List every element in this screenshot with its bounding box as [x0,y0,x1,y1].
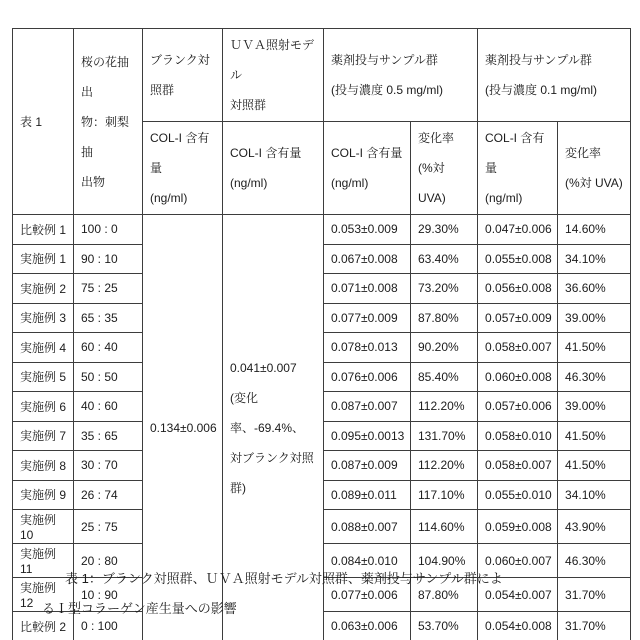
extract-ratio-cell: 65 : 35 [74,303,143,333]
dose05-change-rate-cell: 29.30% [411,215,478,245]
dose01-change-rate-cell: 41.50% [558,333,631,363]
row-label-cell: 実施例 9 [13,480,74,510]
dose01-col1-value-cell: 0.058±0.007 [478,451,558,481]
row-label-cell: 実施例 4 [13,333,74,363]
dose01-change-rate-cell: 41.50% [558,451,631,481]
dose01-col1-value-cell: 0.047±0.006 [478,215,558,245]
dose01-col1-value-cell: 0.055±0.008 [478,244,558,274]
blank-control-group-header: ブランク対 照群 [143,29,223,122]
row-label-cell: 実施例 3 [13,303,74,333]
extract-ratio-cell: 26 : 74 [74,480,143,510]
caption-line-1: 表 1：ブランク対照群、ＵＶＡ照射モデル対照群、薬剤投与サンプル群によ [65,571,503,586]
caption-line-2: るＩ型コラーゲン産生量への影響 [42,601,237,616]
row-label-cell: 実施例 11 [13,544,74,578]
extract-ratio-cell: 75 : 25 [74,274,143,304]
dose01-col1-value-cell: 0.058±0.007 [478,333,558,363]
row-label-cell: 実施例 10 [13,510,74,544]
row-label-cell: 比較例 1 [13,215,74,245]
dose01-col1-value-cell: 0.054±0.008 [478,612,558,640]
dose05-col1-value-cell: 0.088±0.007 [324,510,411,544]
dose05-change-rate-cell: 104.90% [411,544,478,578]
blank-col1-subheader: COL-I 含有量 (ng/ml) [143,122,223,215]
row-label-cell: 実施例 5 [13,362,74,392]
dose05-col1-value-cell: 0.076±0.006 [324,362,411,392]
row-label-cell: 実施例 2 [13,274,74,304]
dose05-change-rate-cell: 53.70% [411,612,478,640]
extract-ratio-cell: 20 : 80 [74,544,143,578]
dose05-change-rate-cell: 73.20% [411,274,478,304]
dose05-change-rate-cell: 63.40% [411,244,478,274]
dose05-col1-value-cell: 0.087±0.007 [324,392,411,422]
dose01-change-rate-cell: 41.50% [558,421,631,451]
extract-ratio-cell: 40 : 60 [74,392,143,422]
extract-ratio-header: 桜の花抽出 物：刺梨抽 出物 [74,29,143,215]
row-label-cell: 比較例 2 [13,612,74,640]
extract-ratio-cell: 30 : 70 [74,451,143,481]
dose01-change-rate-cell: 46.30% [558,362,631,392]
row-label-cell: 実施例 12 [13,578,74,612]
extract-ratio-cell: 10 : 90 [74,578,143,612]
dose01-rate-subheader: 変化率 (%対 UVA) [558,122,631,215]
dose01-change-rate-cell: 14.60% [558,215,631,245]
dose01-col1-value-cell: 0.058±0.010 [478,421,558,451]
dose01-col1-value-cell: 0.060±0.008 [478,362,558,392]
dose05-change-rate-cell: 131.70% [411,421,478,451]
dose01-group-header: 薬剤投与サンプル群 (投与濃度 0.1 mg/ml) [478,29,631,122]
dose05-change-rate-cell: 114.60% [411,510,478,544]
dose05-col1-value-cell: 0.071±0.008 [324,274,411,304]
dose05-col1-value-cell: 0.084±0.010 [324,544,411,578]
row-label-cell: 実施例 6 [13,392,74,422]
table-corner-label: 表 1 [13,29,74,215]
dose01-col1-value-cell: 0.057±0.009 [478,303,558,333]
dose01-col1-value-cell: 0.054±0.007 [478,578,558,612]
dose05-group-header: 薬剤投与サンプル群 (投与濃度 0.5 mg/ml) [324,29,478,122]
table-row [13,215,631,245]
extract-ratio-cell: 0 : 100 [74,612,143,640]
uva-model-value-cell: 0.041±0.007 (変化率、-69.4%、 対ブランク対照 群) [223,215,324,640]
blank-control-value-cell: 0.134±0.006 [143,215,223,640]
dose05-change-rate-cell: 112.20% [411,392,478,422]
dose05-col1-value-cell: 0.063±0.006 [324,612,411,640]
extract-ratio-cell: 50 : 50 [74,362,143,392]
dose05-change-rate-cell: 87.80% [411,303,478,333]
table-caption [42,564,610,624]
extract-ratio-cell: 60 : 40 [74,333,143,363]
dose01-col1-value-cell: 0.056±0.008 [478,274,558,304]
dose05-change-rate-cell: 85.40% [411,362,478,392]
dose01-col1-value-cell: 0.060±0.007 [478,544,558,578]
extract-ratio-cell: 35 : 65 [74,421,143,451]
dose05-col1-subheader: COL-I 含有量 (ng/ml) [324,122,411,215]
row-label-cell: 実施例 7 [13,421,74,451]
dose01-change-rate-cell: 31.70% [558,578,631,612]
dose01-col1-subheader: COL-I 含有量 (ng/ml) [478,122,558,215]
dose01-col1-value-cell: 0.059±0.008 [478,510,558,544]
dose05-col1-value-cell: 0.077±0.009 [324,303,411,333]
dose01-change-rate-cell: 39.00% [558,303,631,333]
dose05-change-rate-cell: 112.20% [411,451,478,481]
dose05-col1-value-cell: 0.087±0.009 [324,451,411,481]
dose01-change-rate-cell: 34.10% [558,244,631,274]
dose01-change-rate-cell: 31.70% [558,612,631,640]
dose05-change-rate-cell: 90.20% [411,333,478,363]
collagen-data-table [12,28,631,640]
dose05-change-rate-cell: 87.80% [411,578,478,612]
dose01-col1-value-cell: 0.057±0.006 [478,392,558,422]
header-row-groups [13,29,631,122]
extract-ratio-cell: 25 : 75 [74,510,143,544]
uva-col1-subheader: COL-I 含有量 (ng/ml) [223,122,324,215]
dose05-col1-value-cell: 0.067±0.008 [324,244,411,274]
dose01-col1-value-cell: 0.055±0.010 [478,480,558,510]
dose05-col1-value-cell: 0.077±0.006 [324,578,411,612]
dose05-col1-value-cell: 0.053±0.009 [324,215,411,245]
dose01-change-rate-cell: 34.10% [558,480,631,510]
dose05-rate-subheader: 変化率 (%対 UVA) [411,122,478,215]
row-label-cell: 実施例 8 [13,451,74,481]
dose05-col1-value-cell: 0.095±0.0013 [324,421,411,451]
extract-ratio-cell: 90 : 10 [74,244,143,274]
dose01-change-rate-cell: 46.30% [558,544,631,578]
dose01-change-rate-cell: 36.60% [558,274,631,304]
dose05-col1-value-cell: 0.089±0.011 [324,480,411,510]
dose05-col1-value-cell: 0.078±0.013 [324,333,411,363]
dose05-change-rate-cell: 117.10% [411,480,478,510]
dose01-change-rate-cell: 43.90% [558,510,631,544]
extract-ratio-cell: 100 : 0 [74,215,143,245]
uva-model-group-header: ＵＶＡ照射モデル 対照群 [223,29,324,122]
row-label-cell: 実施例 1 [13,244,74,274]
dose01-change-rate-cell: 39.00% [558,392,631,422]
